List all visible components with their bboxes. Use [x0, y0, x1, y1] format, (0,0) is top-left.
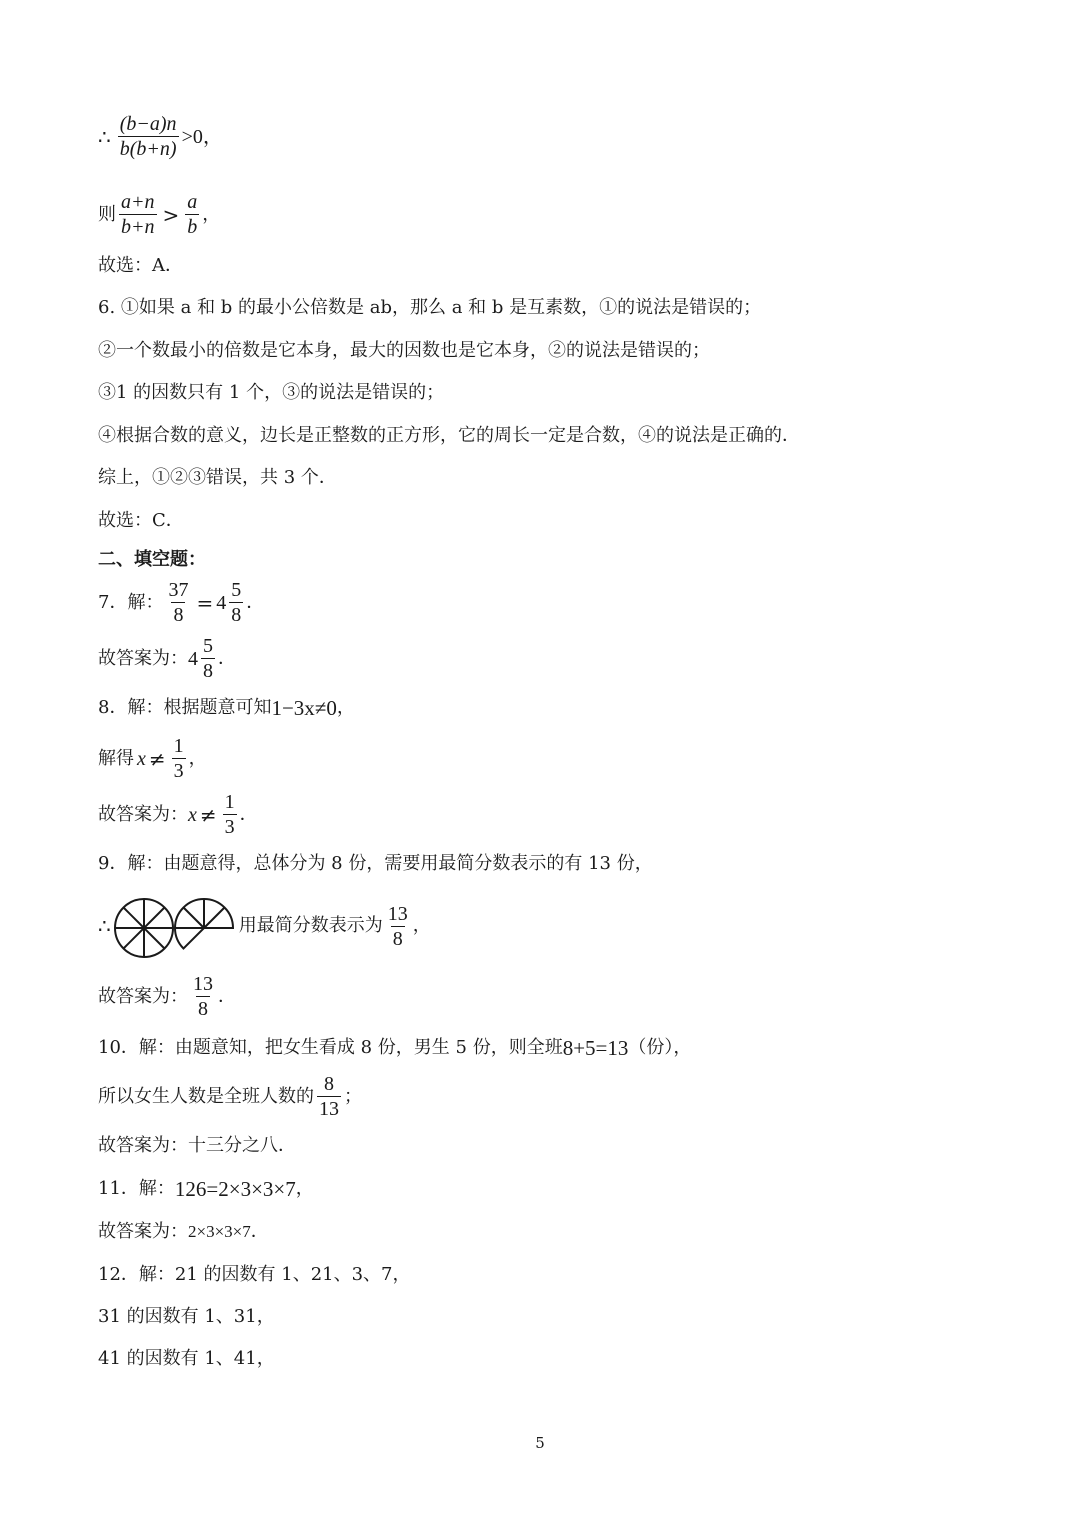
- q8-answer: [98, 790, 258, 839]
- q11-solution: [98, 1177, 314, 1201]
- fraction-denominator: b(b+n): [119, 138, 177, 160]
- mixed-number: [188, 634, 218, 683]
- fraction-numerator: 13: [387, 902, 408, 925]
- mixed-number: [216, 578, 246, 627]
- partial-circle-5-parts: [175, 899, 233, 949]
- q11-answer: [98, 1220, 269, 1244]
- q10-tail: （份），: [628, 1037, 692, 1058]
- answer-q6: 故选：C．: [98, 510, 184, 531]
- fraction-numerator: 8: [324, 1073, 334, 1095]
- answer-label: 故答案为：: [98, 985, 188, 1007]
- q9-diagram-line: [98, 892, 431, 960]
- q8-solution: [98, 696, 355, 720]
- fraction-denominator: 8: [392, 927, 403, 950]
- improper-fraction: [166, 578, 190, 627]
- fraction-numerator: 5: [203, 635, 213, 657]
- fraction: [317, 1072, 341, 1121]
- fraction-numerator: a: [187, 191, 198, 213]
- fraction: [386, 902, 410, 951]
- fraction-left: [119, 190, 157, 239]
- q6-statement-2: ②一个数最小的倍数是它本身，最大的因数也是它本身，②的说法是错误的；: [98, 340, 710, 361]
- punctuation: ，: [336, 697, 355, 718]
- punctuation: ，: [412, 915, 431, 936]
- answer-label: 故答案为：: [98, 803, 188, 825]
- solve-label: 解得: [98, 747, 134, 769]
- mixed-whole: 4: [188, 647, 198, 670]
- fraction-denominator: b+n: [121, 216, 155, 238]
- fraction-numerator: (b−a)n: [119, 113, 177, 135]
- variable-x: x: [137, 747, 146, 770]
- derivation-line-2: [98, 190, 220, 239]
- q10-result: [98, 1072, 362, 1121]
- therefore-symbol: ∴: [98, 914, 111, 938]
- fraction: [223, 790, 237, 839]
- fraction-denominator: 3: [224, 816, 235, 838]
- punctuation: ．: [250, 1221, 269, 1242]
- q11-expression: 126=2×3×3×7: [174, 1177, 296, 1201]
- q10-expression: 8+5=13: [562, 1036, 629, 1060]
- full-circle-8-parts: [115, 899, 173, 957]
- fraction-numerator: a+n: [121, 191, 155, 213]
- q9-solution: 9．解：由题意得，总体分为 8 份，需要用最简分数表示的有 13 份，: [98, 853, 653, 874]
- page-number: 5: [535, 1434, 545, 1452]
- fraction-denominator: 13: [319, 1098, 339, 1120]
- q10-text: 10．解：由题意知，把女生看成 8 份，男生 5 份，则全班: [98, 1037, 563, 1058]
- fraction: [118, 112, 179, 161]
- therefore-symbol: ∴: [98, 124, 111, 149]
- punctuation: ．: [218, 985, 236, 1007]
- equals-sign: =: [196, 590, 214, 615]
- punctuation: ．: [239, 803, 258, 825]
- answer-q5: 故选：A．: [98, 255, 183, 276]
- fraction-numerator: 37: [168, 579, 189, 601]
- q6-statement-3: ③1 的因数只有 1 个，③的说法是错误的；: [98, 382, 445, 403]
- punctuation: ，: [202, 203, 221, 225]
- greater-than-sign: >: [162, 202, 180, 227]
- mixed-fraction: [201, 634, 215, 683]
- fraction-numerator: 13: [193, 973, 213, 995]
- punctuation: ．: [218, 647, 236, 669]
- q8-text: 8．解：根据题意可知: [98, 697, 272, 718]
- q6-statement-4: ④根据合数的意义，边长是正整数的正方形，它的周长一定是合数，④的说法是正确的．: [98, 425, 800, 446]
- q12-solution: 12．解：21 的因数有 1、21、3、7，: [98, 1264, 411, 1285]
- q8-expression: 1−3x≠0: [271, 696, 337, 720]
- fraction-right: [185, 190, 199, 239]
- derivation-line-1: [98, 112, 223, 161]
- fraction-denominator: 8: [173, 604, 184, 626]
- punctuation: ．: [246, 591, 265, 613]
- q6-summary: 综上，①②③错误，共 3 个．: [98, 467, 337, 488]
- punctuation: ，: [188, 747, 207, 769]
- q12-line-2: 31 的因数有 1、31，: [98, 1306, 275, 1327]
- q9-text: 用最简分数表示为: [238, 915, 383, 936]
- q7-solution: [98, 578, 264, 627]
- fraction-numerator: 1: [173, 735, 184, 757]
- answer-label: 故答案为：: [98, 647, 188, 669]
- q7-answer: [98, 634, 236, 683]
- not-equal-sign: ≠: [148, 746, 166, 771]
- fraction-denominator: 8: [198, 998, 208, 1020]
- mixed-fraction: [229, 578, 243, 627]
- fraction-denominator: b: [187, 216, 198, 238]
- fraction-denominator: 8: [203, 660, 213, 682]
- not-equal-sign: ≠: [199, 802, 217, 827]
- q10-text: 所以女生人数是全班人数的: [98, 1085, 314, 1107]
- q9-answer: [98, 972, 236, 1021]
- q6-statement-1: 6. ①如果 a 和 b 的最小公倍数是 ab，那么 a 和 b 是互素数，①的说法是错误的；: [98, 297, 762, 318]
- q10-solution: [98, 1036, 691, 1060]
- inequality-tail: >0，: [181, 125, 223, 148]
- q10-answer: 故答案为：十三分之八．: [98, 1135, 296, 1156]
- q11-label: 11．解：: [98, 1178, 175, 1199]
- circle-fraction-diagram: [113, 892, 237, 960]
- fraction: [172, 734, 186, 783]
- section-heading: 二、填空题：: [98, 549, 206, 570]
- then-label: 则: [98, 203, 116, 225]
- fraction-denominator: 8: [231, 604, 242, 626]
- mixed-whole: 4: [216, 591, 227, 614]
- q12-line-3: 41 的因数有 1、41，: [98, 1348, 275, 1369]
- answer-label: 故答案为：: [98, 1221, 188, 1242]
- punctuation: ；: [344, 1085, 362, 1107]
- q11-answer-expression: 2×3×3×7: [188, 1222, 251, 1241]
- fraction-numerator: 1: [224, 791, 235, 813]
- punctuation: ，: [295, 1178, 314, 1199]
- variable-x: x: [188, 803, 197, 826]
- q7-label: 7．解：: [98, 591, 164, 613]
- fraction-numerator: 5: [231, 579, 242, 601]
- fraction: [191, 972, 215, 1021]
- q8-result: [98, 734, 207, 783]
- fraction-denominator: 3: [173, 760, 184, 782]
